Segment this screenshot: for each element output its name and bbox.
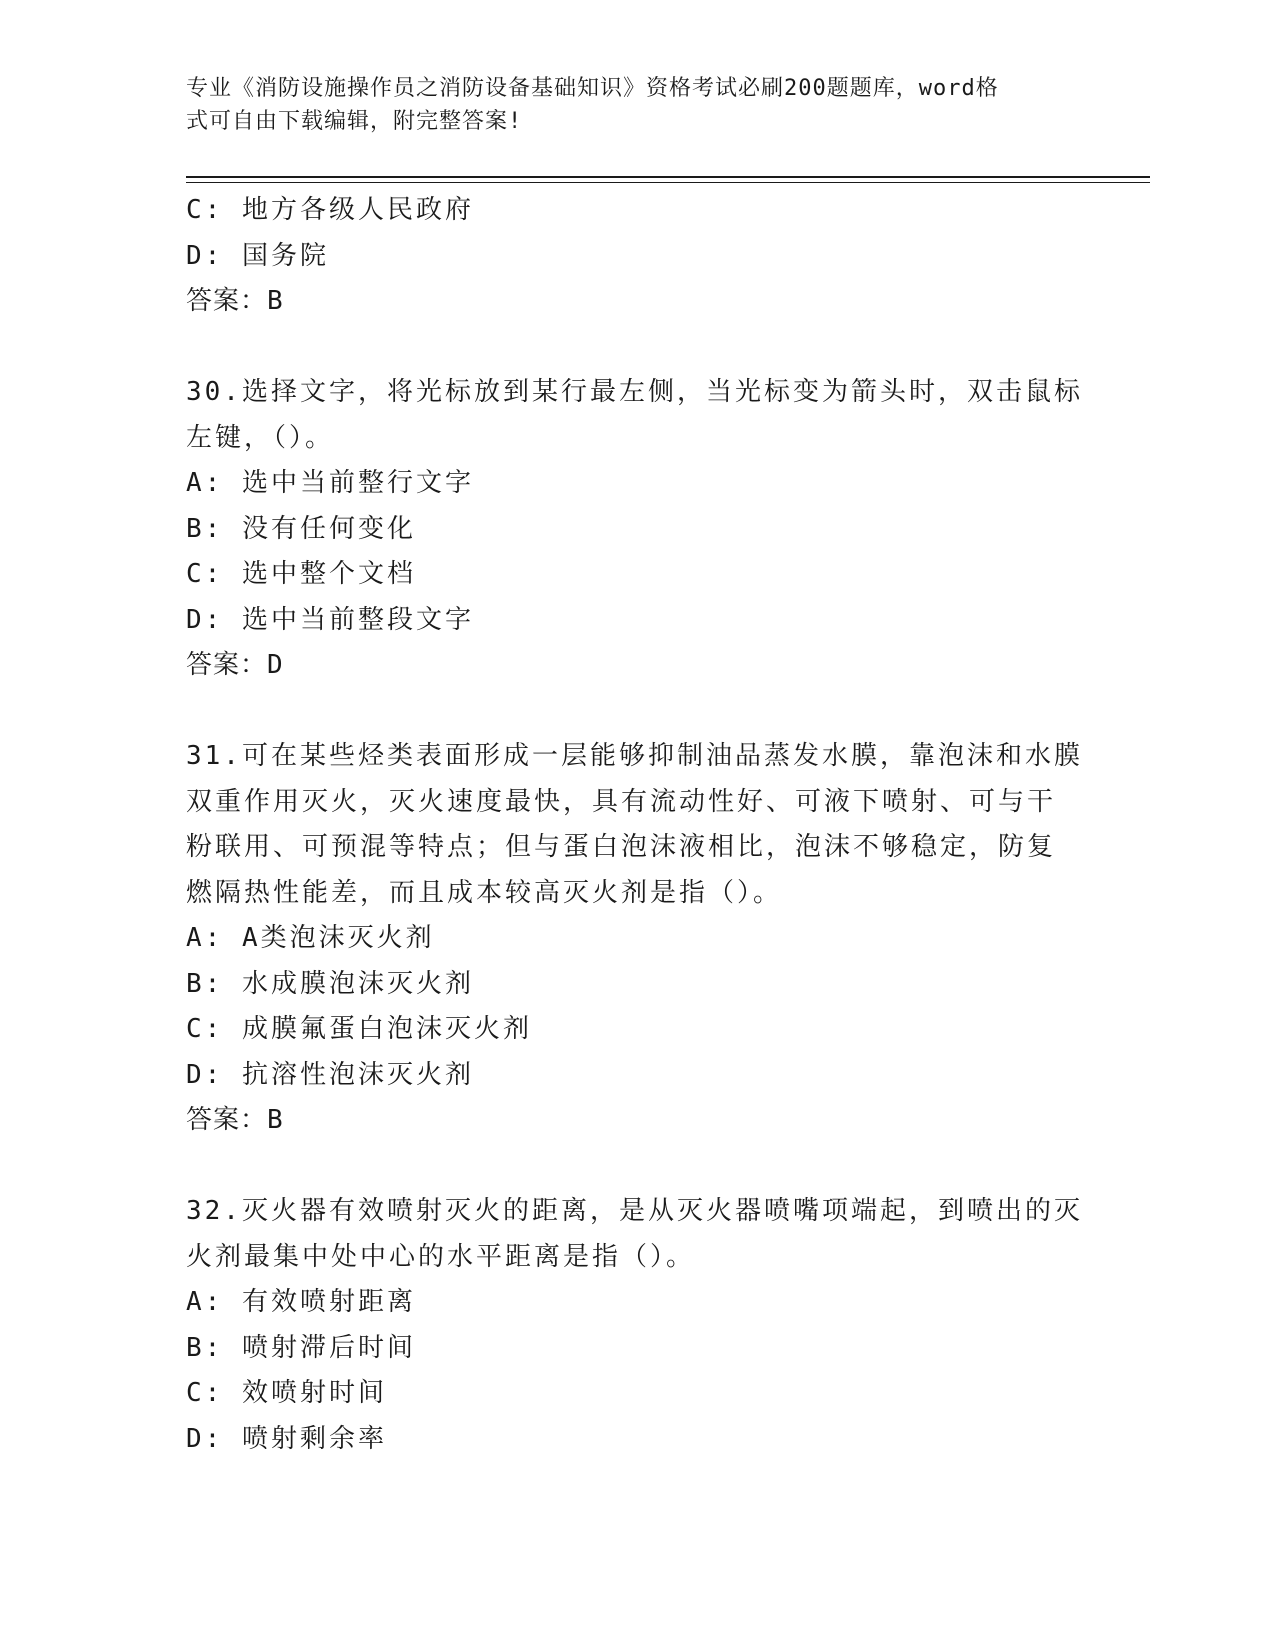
page-header xyxy=(186,72,1066,138)
question-30 xyxy=(186,370,1086,689)
option-a: A: 选中当前整行文字 xyxy=(186,468,474,498)
question-text-line: 燃隔热性能差，而且成本较高灭火剂是指（）。 xyxy=(186,877,783,908)
option-c: C: 成膜氟蛋白泡沫灭火剂 xyxy=(186,1014,532,1044)
option-b: B: 没有任何变化 xyxy=(186,513,416,544)
header-line-2: 式可自由下载编辑，附完整答案! xyxy=(186,109,523,134)
question-29-continued xyxy=(186,188,1086,325)
spacer xyxy=(186,1144,1086,1190)
option-a: A: A类泡沫灭火剂 xyxy=(186,923,435,953)
question-text-line: 左键，（）。 xyxy=(186,422,335,453)
header-line-1: 专业《消防设施操作员之消防设备基础知识》资格考试必刷200题题库，word格 xyxy=(186,76,999,101)
option-c: C: 选中整个文档 xyxy=(186,559,416,589)
question-text-line: 粉联用、可预混等特点；但与蛋白泡沫液相比，泡沫不够稳定，防复 xyxy=(186,832,1057,862)
question-text-line: 双重作用灭火，灭火速度最快，具有流动性好、可液下喷射、可与干 xyxy=(186,786,1057,817)
header-rule-thin xyxy=(186,182,1150,183)
option-d: D: 选中当前整段文字 xyxy=(186,604,474,635)
question-32 xyxy=(186,1189,1086,1462)
question-text-line: 30.选择文字，将光标放到某行最左侧，当光标变为箭头时，双击鼠标 xyxy=(186,377,1083,407)
option-a: A: 有效喷射距离 xyxy=(186,1287,416,1317)
question-list xyxy=(186,188,1086,1462)
option-c: C: 地方各级人民政府 xyxy=(186,195,474,225)
answer: 答案：B xyxy=(186,286,284,316)
spacer xyxy=(186,689,1086,735)
option-b: B: 水成膜泡沫灭火剂 xyxy=(186,968,474,999)
option-b: B: 喷射滞后时间 xyxy=(186,1332,416,1363)
question-31 xyxy=(186,734,1086,1144)
answer: 答案：D xyxy=(186,650,284,680)
header-rule-thick xyxy=(186,176,1150,178)
option-d: D: 喷射剩余率 xyxy=(186,1423,387,1454)
option-c: C: 效喷射时间 xyxy=(186,1378,387,1408)
question-text-line: 火剂最集中处中心的水平距离是指（）。 xyxy=(186,1241,696,1272)
question-text-line: 32.灭火器有效喷射灭火的距离，是从灭火器喷嘴项端起，到喷出的灭 xyxy=(186,1196,1083,1226)
spacer xyxy=(186,325,1086,371)
question-text-line: 31.可在某些烃类表面形成一层能够抑制油品蒸发水膜，靠泡沫和水膜 xyxy=(186,741,1083,771)
option-d: D: 抗溶性泡沫灭火剂 xyxy=(186,1059,474,1090)
answer: 答案：B xyxy=(186,1105,284,1135)
option-d: D: 国务院 xyxy=(186,240,329,271)
